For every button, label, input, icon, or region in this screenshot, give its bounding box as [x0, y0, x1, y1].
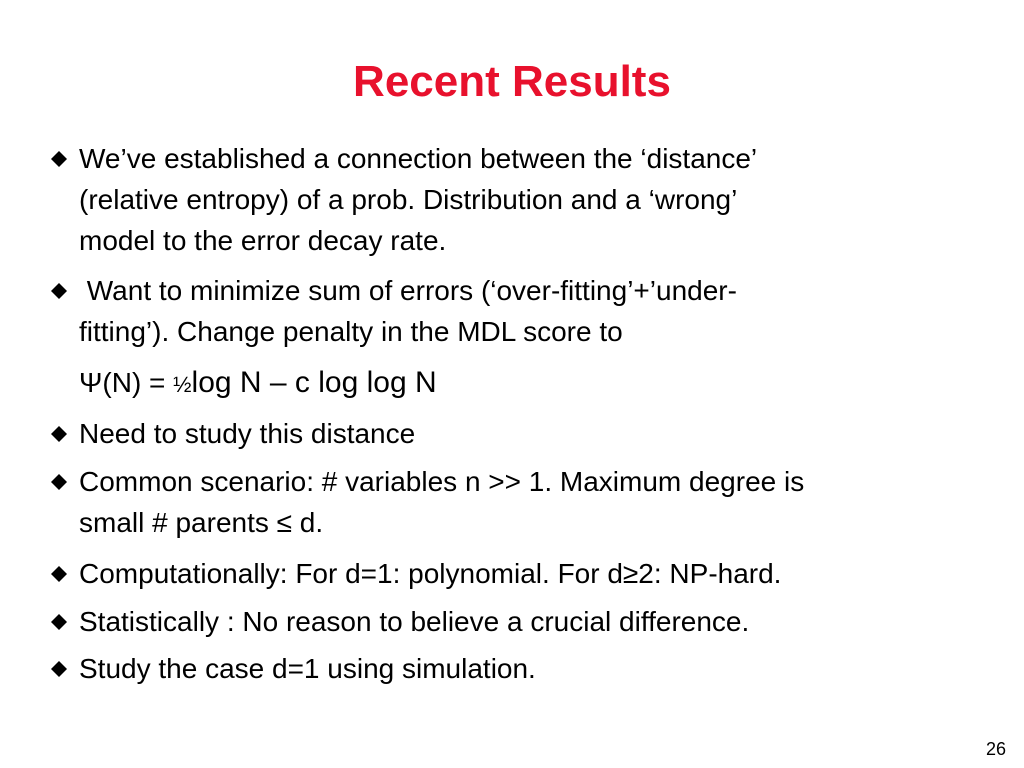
diamond-bullet-icon	[50, 425, 68, 443]
bullet-text: Statistically : No reason to believe a crucial difference.	[79, 606, 750, 637]
diamond-bullet-icon	[50, 613, 68, 631]
slide-title: Recent Results	[353, 57, 671, 106]
bullet-text: Computationally: For d=1: polynomial. For d≥2: NP-hard.	[79, 558, 782, 589]
bullet-line: model to the error decay rate.	[79, 225, 447, 256]
bullet-text: Study the case d=1 using simulation.	[79, 653, 536, 684]
formula-rest: log N – c log log N	[191, 366, 437, 399]
diamond-bullet-icon	[50, 150, 68, 168]
bullet-line: small # parents ≤ d.	[79, 507, 324, 538]
formula-half: ½	[173, 372, 192, 397]
mdl-penalty-formula	[79, 362, 437, 406]
diamond-bullet-icon	[50, 565, 68, 583]
bullet-text	[79, 270, 979, 352]
diamond-bullet-icon	[50, 282, 68, 300]
bullet-text	[79, 138, 979, 261]
bullet-line: Want to minimize sum of errors (‘over-fitting’+’under-	[79, 275, 737, 306]
page-number: 26	[985, 739, 1006, 759]
bullet-text: Need to study this distance	[79, 418, 416, 449]
bullet-line: We’ve established a connection between the ‘distance’	[79, 143, 758, 174]
bullet-line: fitting’). Change penalty in the MDL score to	[79, 316, 623, 347]
formula-psi: Ψ(N) =	[79, 367, 174, 398]
bullet-line: (relative entropy) of a prob. Distribution and a ‘wrong’	[79, 184, 738, 215]
diamond-bullet-icon	[50, 473, 68, 491]
diamond-bullet-icon	[50, 660, 68, 678]
bullet-text	[79, 461, 979, 543]
bullet-line: Common scenario: # variables n >> 1. Maximum degree is	[79, 466, 805, 497]
